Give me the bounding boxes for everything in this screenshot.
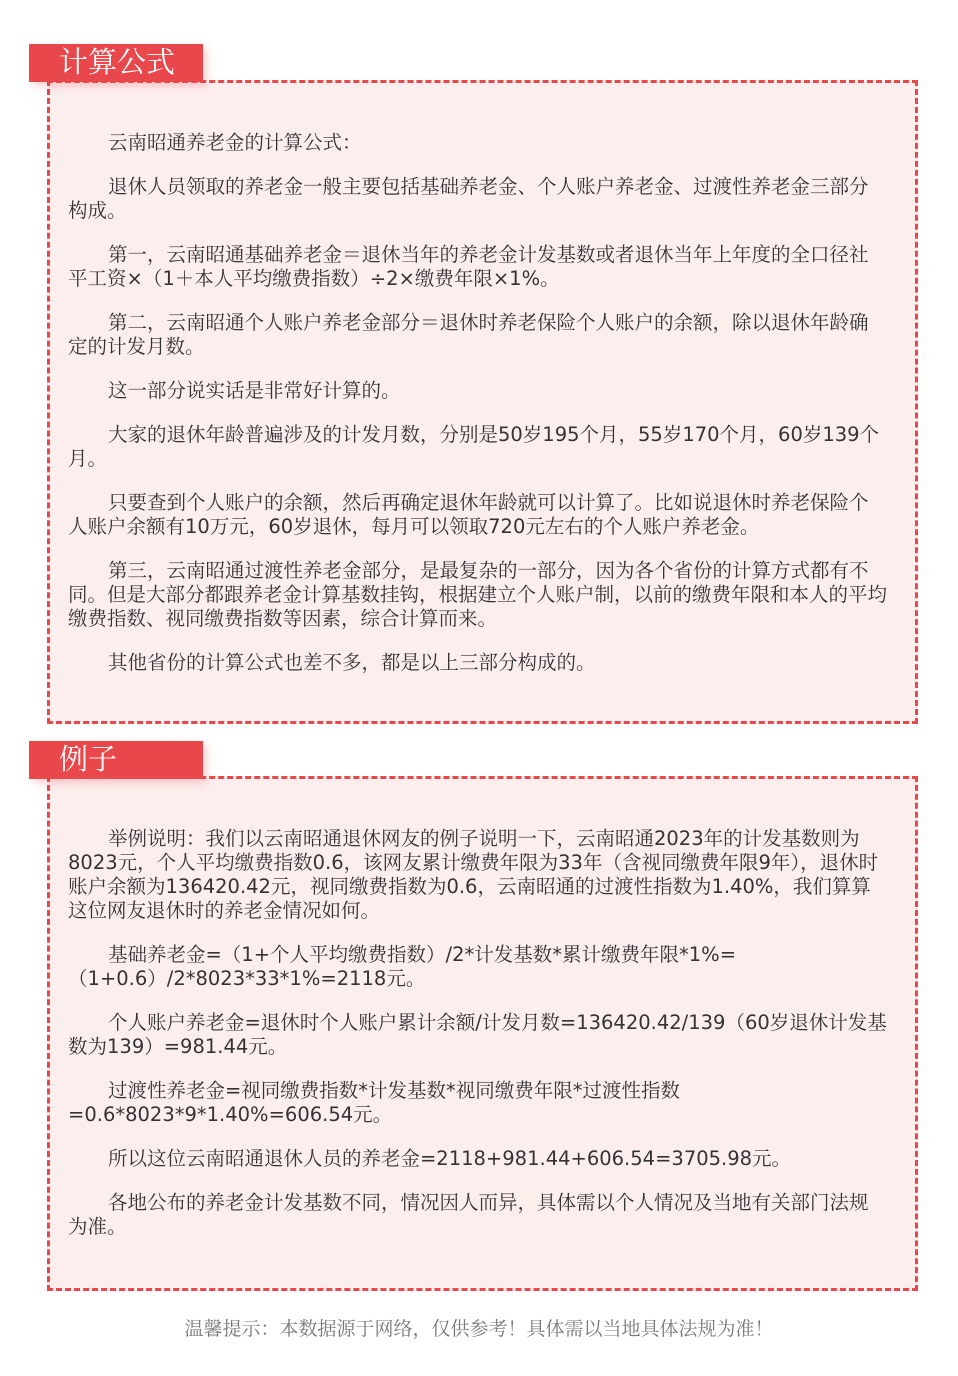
paragraph: 这一部分说实话是非常好计算的。 <box>107 379 401 402</box>
paragraph: 各地公布的养老金计发基数不同，情况因人而异，具体需以个人情况及当地有关部门法规为准。 <box>68 1191 869 1238</box>
footer-note: 温馨提示：本数据源于网络，仅供参考！具体需以当地具体法规为准！ <box>184 1318 774 1340</box>
formula-section <box>47 80 918 724</box>
paragraph: 所以这位云南昭通退休人员的养老金=2118+981.44+606.54=3705.98元。 <box>107 1147 792 1170</box>
paragraph: 其他省份的计算公式也差不多，都是以上三部分构成的。 <box>107 651 596 674</box>
paragraph: 退休人员领取的养老金一般主要包括基础养老金、个人账户养老金、过渡性养老金三部分构成。 <box>68 175 869 222</box>
paragraph: 只要查到个人账户的余额，然后再确定退休年龄就可以计算了。比如说退休时养老保险个人账户余额有10万元，60岁退休，每月可以领取720元左右的个人账户养老金。 <box>68 491 869 538</box>
paragraph: 第二，云南昭通个人账户养老金部分＝退休时养老保险个人账户的余额，除以退休年龄确定的计发月数。 <box>68 311 869 358</box>
paragraph: 过渡性养老金=视同缴费指数*计发基数*视同缴费年限*过渡性指数=0.6*8023*9*1.40%=606.54元。 <box>68 1079 681 1126</box>
paragraph: 基础养老金=（1+个人平均缴费指数）/2*计发基数*累计缴费年限*1%=（1+0.6）/2*8023*33*1%=2118元。 <box>68 943 737 990</box>
section-title-example: 例子 <box>29 741 203 779</box>
paragraph: 第一，云南昭通基础养老金＝退休当年的养老金计发基数或者退休当年上年度的全口径社平工资×（1＋本人平均缴费指数）÷2×缴费年限×1%。 <box>68 243 869 290</box>
paragraph: 个人账户养老金=退休时个人账户累计余额/计发月数=136420.42/139（60岁退休计发基数为139）=981.44元。 <box>68 1011 887 1058</box>
paragraph: 第三，云南昭通过渡性养老金部分，是最复杂的一部分，因为各个省份的计算方式都有不同。但是大部分都跟养老金计算基数挂钩，根据建立个人账户制，以前的缴费年限和本人的平均缴费指数、视同缴费指数等因素，综合计算而来。 <box>68 559 888 630</box>
section-title-formula: 计算公式 <box>29 44 203 82</box>
paragraph: 云南昭通养老金的计算公式： <box>107 131 362 154</box>
paragraph: 举例说明：我们以云南昭通退休网友的例子说明一下，云南昭通2023年的计发基数则为8023元，个人平均缴费指数0.6，该网友累计缴费年限为33年（含视同缴费年限9年），退休时账户余额为136420.42元，视同缴费指数为0.6，云南昭通的过渡性指数为1.40%，我们算算这位网友退休时的养老金情况如何。 <box>68 827 879 922</box>
paragraph: 大家的退休年龄普遍涉及的计发月数，分别是50岁195个月，55岁170个月，60岁139个月。 <box>68 423 880 470</box>
example-section <box>47 776 918 1291</box>
